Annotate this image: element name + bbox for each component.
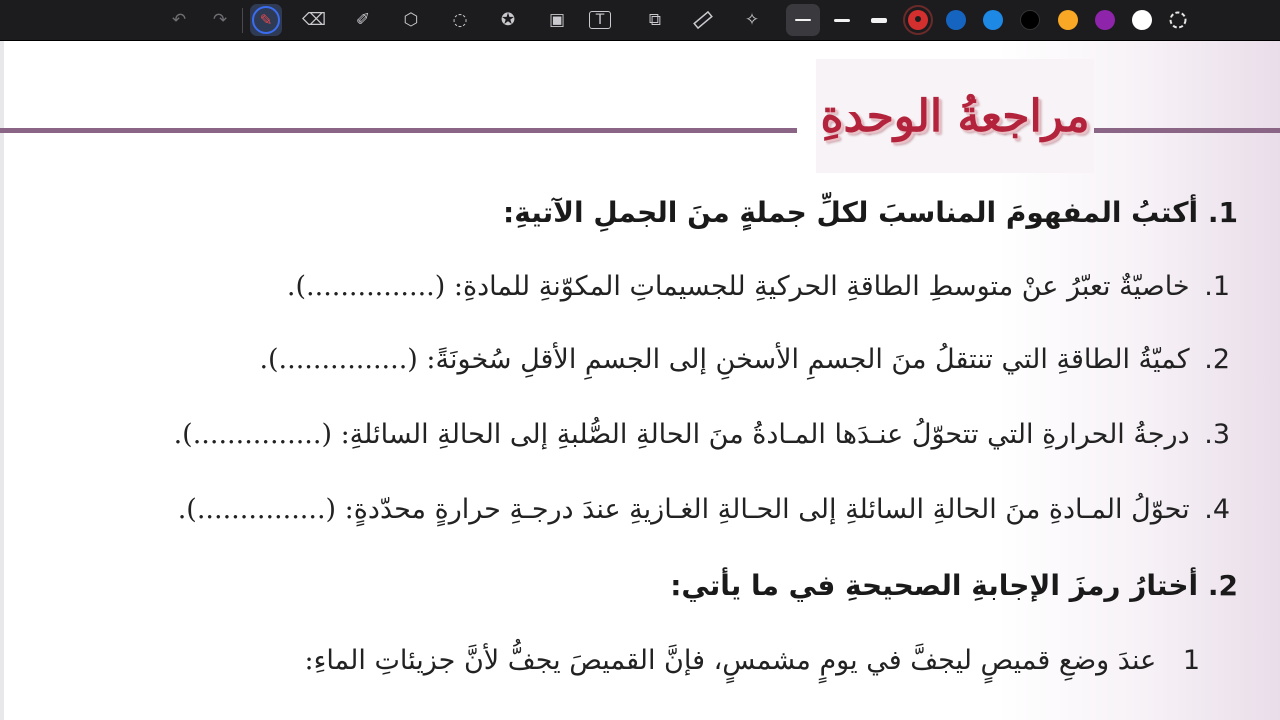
question-2-text: أختارُ رمزَ الإجابةِ الصحيحةِ في ما يأتي: [670, 569, 1199, 602]
q1-item-3-text: درجةُ الحرارةِ التي تتحوّلُ عنـدَها المـادةُ منَ الحالةِ الصُّلبةِ إلى الحالةِ السائلةِ: (...............). [173, 419, 1190, 450]
q1-item-1-number: 1. [1204, 271, 1230, 302]
lasso-icon[interactable]: ◌ [452, 10, 468, 30]
color-wheel-icon[interactable] [1162, 4, 1194, 36]
color-swatch-purple[interactable] [1095, 10, 1115, 30]
toolbar-divider [242, 8, 243, 33]
laser-pointer-icon[interactable]: ✧ [744, 10, 760, 30]
q1-item-4-number: 4. [1204, 494, 1230, 525]
question-1-text: أكتبُ المفهومَ المناسبَ لكلِّ جملةٍ منَ الجملِ الآتيةِ: [503, 196, 1199, 229]
color-swatch-white[interactable] [1132, 10, 1152, 30]
header-rule-right [1093, 128, 1280, 133]
q1-item-3 [174, 419, 1230, 450]
stroke-medium-button[interactable] [825, 4, 859, 36]
color-wheel-svg [1168, 10, 1188, 30]
undo-icon[interactable]: ↶ [171, 10, 187, 30]
ruler-svg [692, 9, 714, 31]
annotation-toolbar [0, 0, 1280, 41]
page-edge [0, 41, 4, 720]
stroke-thick-icon [871, 18, 887, 23]
q1-item-2-number: 2. [1204, 344, 1230, 375]
color-swatch-dark-blue[interactable] [946, 10, 966, 30]
stroke-thin-icon [795, 19, 811, 21]
unit-title: مراجعةُ الوحدةِ [820, 90, 1090, 142]
document-page [0, 41, 1280, 720]
stroke-thick-button[interactable] [862, 4, 896, 36]
eraser-icon[interactable]: ⌫ [301, 10, 327, 30]
color-swatch-black[interactable] [1020, 10, 1040, 30]
sticker-icon[interactable]: ✪ [500, 10, 516, 30]
q1-item-4-text: تحوّلُ المـادةِ منَ الحالةِ السائلةِ إلى الحـالةِ الغـازيةِ عندَ درجـةِ حرارةٍ محدّدةٍ: (...............). [177, 494, 1190, 525]
unit-title-box [816, 59, 1094, 173]
text-icon[interactable]: T [589, 11, 611, 29]
q1-item-2-text: كميّةُ الطاقةِ التي تنتقلُ منَ الجسمِ الأسخنِ إلى الجسمِ الأقلِ سُخونَةً: (...............). [259, 344, 1190, 375]
header-rule-left [0, 128, 797, 133]
q1-item-4 [178, 494, 1230, 525]
stroke-thin-button[interactable] [786, 4, 820, 36]
q2-item-1 [305, 645, 1200, 676]
q2-item-1-text: عندَ وضعِ قميصٍ ليجفَّ في يومٍ مشمسٍ، فإنَّ القميصَ يجفُّ لأنَّ جزيئاتِ الماءِ: [304, 645, 1157, 676]
highlighter-icon[interactable]: ✐ [355, 10, 371, 30]
photo-scan-icon[interactable]: ⧉ [648, 10, 662, 30]
selected-indicator [915, 16, 921, 22]
redo-icon[interactable]: ↷ [212, 10, 228, 30]
question-1-number: 1. [1207, 196, 1238, 229]
ruler-icon[interactable] [687, 4, 719, 36]
q1-item-3-number: 3. [1204, 419, 1230, 450]
pen-tool-button[interactable] [250, 4, 282, 36]
shapes-icon[interactable]: ⬡ [403, 10, 419, 30]
question-1-heading [503, 196, 1238, 229]
q1-item-2 [259, 344, 1230, 375]
stroke-medium-icon [834, 19, 850, 22]
color-swatch-red[interactable] [908, 10, 928, 30]
q1-item-1 [287, 271, 1230, 302]
color-swatch-blue[interactable] [983, 10, 1003, 30]
question-2-heading [670, 569, 1238, 602]
q2-item-1-number: 1 [1182, 645, 1200, 676]
color-swatch-orange[interactable] [1058, 10, 1078, 30]
question-2-number: 2. [1207, 569, 1238, 602]
pen-icon: ✎ [259, 11, 273, 29]
image-icon[interactable]: ▣ [548, 10, 566, 30]
q1-item-1-text: خاصيّةٌ تعبّرُ عنْ متوسطِ الطاقةِ الحركيةِ للجسيماتِ المكوّنةِ للمادةِ: (...............). [286, 271, 1190, 302]
